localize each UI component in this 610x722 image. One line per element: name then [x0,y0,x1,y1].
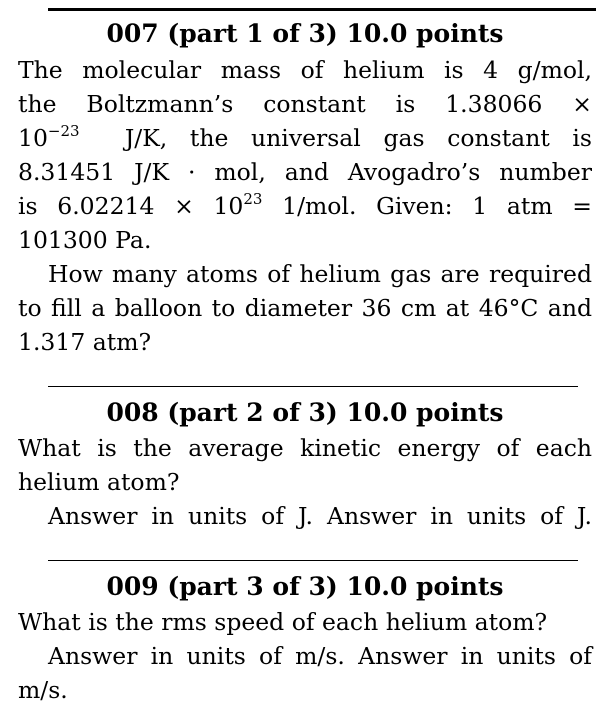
question-009-heading: 009 (part 3 of 3) 10.0 points [106,572,504,601]
exp-base-1: 10 [18,124,48,152]
question-009-answer-line-1: Answer in units of m/s. Answer in units of [48,642,592,670]
question-008-text [18,431,592,533]
given-line-5b: 1/mol. Given: 1 atm = [282,192,592,220]
given-line-3 [18,121,592,155]
question-007-heading: 007 (part 1 of 3) 10.0 points [106,19,504,48]
divider-2 [48,560,578,561]
given-line-5 [18,189,592,223]
question-008-line-1: What is the average kinetic energy of each [18,434,592,462]
question-008-line-2: helium atom? [18,468,180,496]
divider-1 [48,386,578,387]
question-007-text [18,257,592,359]
question-009-text [18,605,592,707]
given-line-2: the Boltzmann’s constant is 1.38066 × [18,90,592,118]
question-009-line-1: What is the rms speed of each helium atom? [18,608,548,636]
given-line-6: 101300 Pa. [18,226,152,254]
question-008-heading: 008 (part 2 of 3) 10.0 points [106,398,504,427]
question-007-line-1: How many atoms of helium gas are required [48,260,592,288]
question-008-answer: Answer in units of J. Answer in units of J. [48,502,592,530]
exponent-neg23: −23 [47,122,80,140]
question-007-line-2: to fill a balloon to diameter 36 cm at 46°C and [18,294,592,322]
exponent-23: 23 [243,190,263,208]
top-rule [48,8,596,11]
given-line-4: 8.31451 J/K · mol, and Avogadro’s number [18,158,592,186]
question-007-line-3: 1.317 atm? [18,328,152,356]
given-line-5a: is 6.02214 × 10 [18,192,244,220]
question-009-answer-line-2: m/s. [18,676,68,704]
question-007-given [18,53,592,257]
given-line-1: The molecular mass of helium is 4 g/mol, [18,56,592,84]
given-line-3-text: J/K, the universal gas constant is [124,124,592,152]
